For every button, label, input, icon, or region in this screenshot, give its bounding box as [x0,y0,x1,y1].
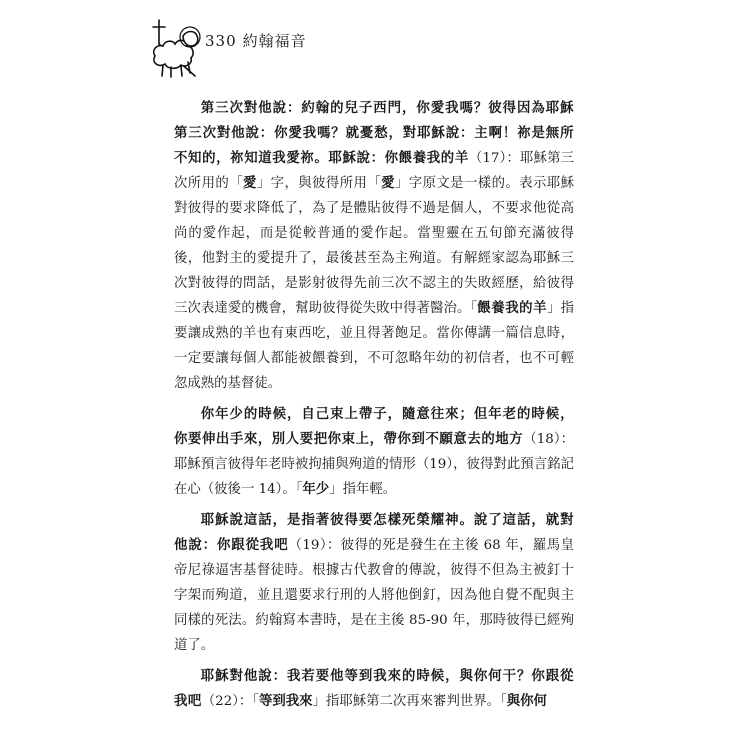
keyword: 愛 [381,175,395,191]
paragraph [174,508,574,658]
verse-quote: 耶穌對他說：我若要他等到我來的時候，與你何干？你跟從我吧 [174,669,574,709]
book-title: 約翰福音 [242,32,307,50]
commentary: （22）：「 [201,694,259,709]
verse-quote: 第三次對他說：約翰的兒子西門，你愛我嗎？彼得因為耶穌第三次對他說：你愛我嗎？就憂愁，對耶穌說：主啊！祢是無所不知的，祢知道我愛祢。耶穌說：你餵養我的羊 [174,101,574,166]
paragraph [174,96,574,396]
commentary: （19）：彼得的死是發生在主後 68 年，羅馬皇帝尼祿逼害基督徒時。根據古代教會的傳說，彼得不但為主被釘十字架而殉道，並且還要求行刑的人將他倒釘，因為他自覺不配與主同樣的死法。約翰寫本書時，是在主後 85-90 年，那時彼得已經殉道了。 [174,538,575,653]
commentary: 」字原文是一樣的。表示耶穌對彼得的要求降低了，為了是體貼彼得不過是個人，不要求他從高尚的愛作起，而是從較普通的愛作起。當聖靈在五旬節充滿彼得後，他對主的愛提升了，最後甚至為主殉道。有解經家認為耶穌三次對彼得的問話，是影射彼得先前三次不認主的失敗經歷，給彼得三次表達愛的機會，幫助彼得從失敗中得著醫治。「 [174,176,575,316]
keyword: 愛 [243,175,257,191]
commentary: （18）：耶穌預言彼得年老時被拘捕與殉道的情形（19），彼得對此預言銘記在心（彼後一 14）。「 [174,432,574,497]
commentary: （17）：耶穌第三次所用的「 [174,151,575,191]
commentary: 」字，與彼得所用「 [256,176,382,191]
commentary-text [174,96,574,720]
commentary: 」指要讓成熟的羊也有東西吃，並且得著飽足。當你傳講一篇信息時，一定要讓每個人都能被餵養到，不可忽略年幼的初信者，也不可輕忽成熟的基督徒。 [174,301,575,391]
page-number: 330 [205,32,237,50]
commentary: 」指年輕。 [329,482,397,497]
verse-quote: 耶穌說這話，是指著彼得要怎樣死榮耀神。說了這話，就對他說：你跟從我吧 [174,513,574,553]
page-header [145,18,565,80]
lamb-with-cross-icon [145,18,205,80]
verse-quote: 餵養我的羊 [477,301,548,316]
keyword: 等到我來 [258,693,313,709]
commentary: 」指耶穌第二次再來審判世界。「 [312,694,507,709]
keyword: 年少 [302,481,330,497]
paragraph [174,664,574,714]
verse-quote: 你年少的時候，自己束上帶子，隨意往來；但年老的時候，你要伸出手來，別人要把你束上，帶你到不願意去的地方 [174,407,574,447]
keyword: 與你何 [506,693,547,709]
running-head [205,30,313,51]
paragraph [174,402,574,502]
